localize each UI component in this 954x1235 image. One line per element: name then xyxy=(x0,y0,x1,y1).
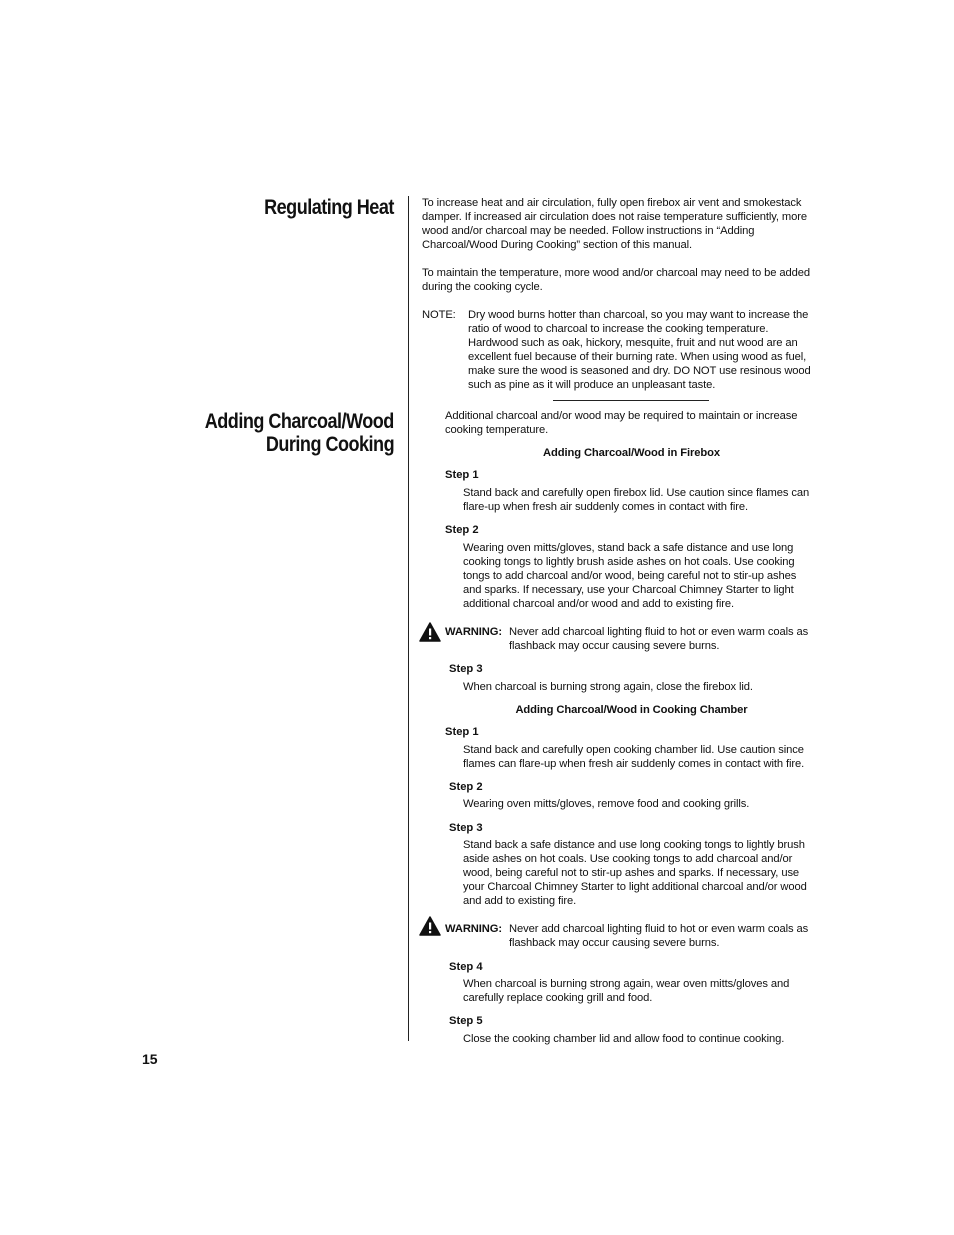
note-label: NOTE: xyxy=(422,309,456,321)
warning1-label: WARNING: xyxy=(445,626,502,638)
warning2-label: WARNING: xyxy=(445,923,502,935)
heading-adding-charcoal-line1: Adding Charcoal/Wood xyxy=(204,410,394,433)
firebox-step2-label: Step 2 xyxy=(445,524,479,536)
chamber-step2-label: Step 2 xyxy=(449,781,483,793)
firebox-step2-text: Wearing oven mitts/gloves, stand back a safe distance and use long cooking tongs to lightly brush aside ashes on hot coals. Use cooking tongs to add charcoal and/or wood, being careful not to stir-up ashes and sparks. If necessary, use your Charcoal Chimney Starter to light additional charcoal and/or wood and add to existing fire. xyxy=(463,542,797,610)
adding-intro: Additional charcoal and/or wood may be required to maintain or increase cooking temperature. xyxy=(445,410,798,436)
regulating-para1: To increase heat and air circulation, fully open firebox air vent and smokestack damper. If increased air circulation does not raise temperature sufficiently, more wood and/or charcoal may be needed. Follow instructions in “Adding Charcoal/Wood During Cooking” section of this manual. xyxy=(422,197,808,251)
firebox-subheading: Adding Charcoal/Wood in Firebox xyxy=(543,447,720,459)
firebox-step3-label: Step 3 xyxy=(449,663,483,675)
heading-regulating-heat: Regulating Heat xyxy=(264,196,394,219)
firebox-step3-text: When charcoal is burning strong again, close the firebox lid. xyxy=(463,681,753,693)
chamber-subheading: Adding Charcoal/Wood in Cooking Chamber xyxy=(515,704,748,716)
warning1-text: Never add charcoal lighting fluid to hot or even warm coals as flashback may occur causing severe burns. xyxy=(509,626,809,652)
warning-triangle-icon xyxy=(419,622,441,642)
firebox-step1-label: Step 1 xyxy=(445,469,479,481)
section-divider xyxy=(553,400,709,401)
chamber-step5-label: Step 5 xyxy=(449,1015,483,1027)
chamber-step5-text: Close the cooking chamber lid and allow food to continue cooking. xyxy=(463,1033,785,1045)
chamber-step4-text: When charcoal is burning strong again, wear oven mitts/gloves and carefully replace cooking grill and food. xyxy=(463,978,790,1004)
chamber-step1-label: Step 1 xyxy=(445,726,479,738)
warning2-text: Never add charcoal lighting fluid to hot or even warm coals as flashback may occur causing severe burns. xyxy=(509,923,809,949)
chamber-step3-label: Step 3 xyxy=(449,822,483,834)
warning-triangle-icon xyxy=(419,916,441,936)
chamber-step3-text: Stand back a safe distance and use long cooking tongs to lightly brush aside ashes on hot coals. Use cooking tongs to add charcoal and/or wood, being careful not to stir-up ashes and sparks. If necessary, use your Charcoal Chimney Starter to light additional charcoal and/or wood and add to existing fire. xyxy=(463,839,807,907)
note-text: Dry wood burns hotter than charcoal, so you may want to increase the ratio of wood to charcoal to increase the cooking temperature. Hardwood such as oak, hickory, mesquite, fruit and nut wood are an excellent fuel because of their burning rate. When using wood as fuel, make sure the wood is seasoned and dry. DO NOT use resinous wood such as pine as it will produce an unpleasant taste. xyxy=(468,309,811,391)
column-divider xyxy=(408,196,409,1041)
regulating-para2: To maintain the temperature, more wood and/or charcoal may need to be added during the cooking cycle. xyxy=(422,267,811,293)
chamber-step4-label: Step 4 xyxy=(449,961,483,973)
page-number: 15 xyxy=(142,1051,158,1067)
chamber-step2-text: Wearing oven mitts/gloves, remove food and cooking grills. xyxy=(463,798,750,810)
heading-adding-charcoal-line2: During Cooking xyxy=(265,433,394,456)
chamber-step1-text: Stand back and carefully open cooking chamber lid. Use caution since flames can flare-up when fresh air suddenly comes in contact with fire. xyxy=(463,744,805,770)
firebox-step1-text: Stand back and carefully open firebox lid. Use caution since flames can flare-up when fresh air suddenly comes in contact with fire. xyxy=(463,487,810,513)
